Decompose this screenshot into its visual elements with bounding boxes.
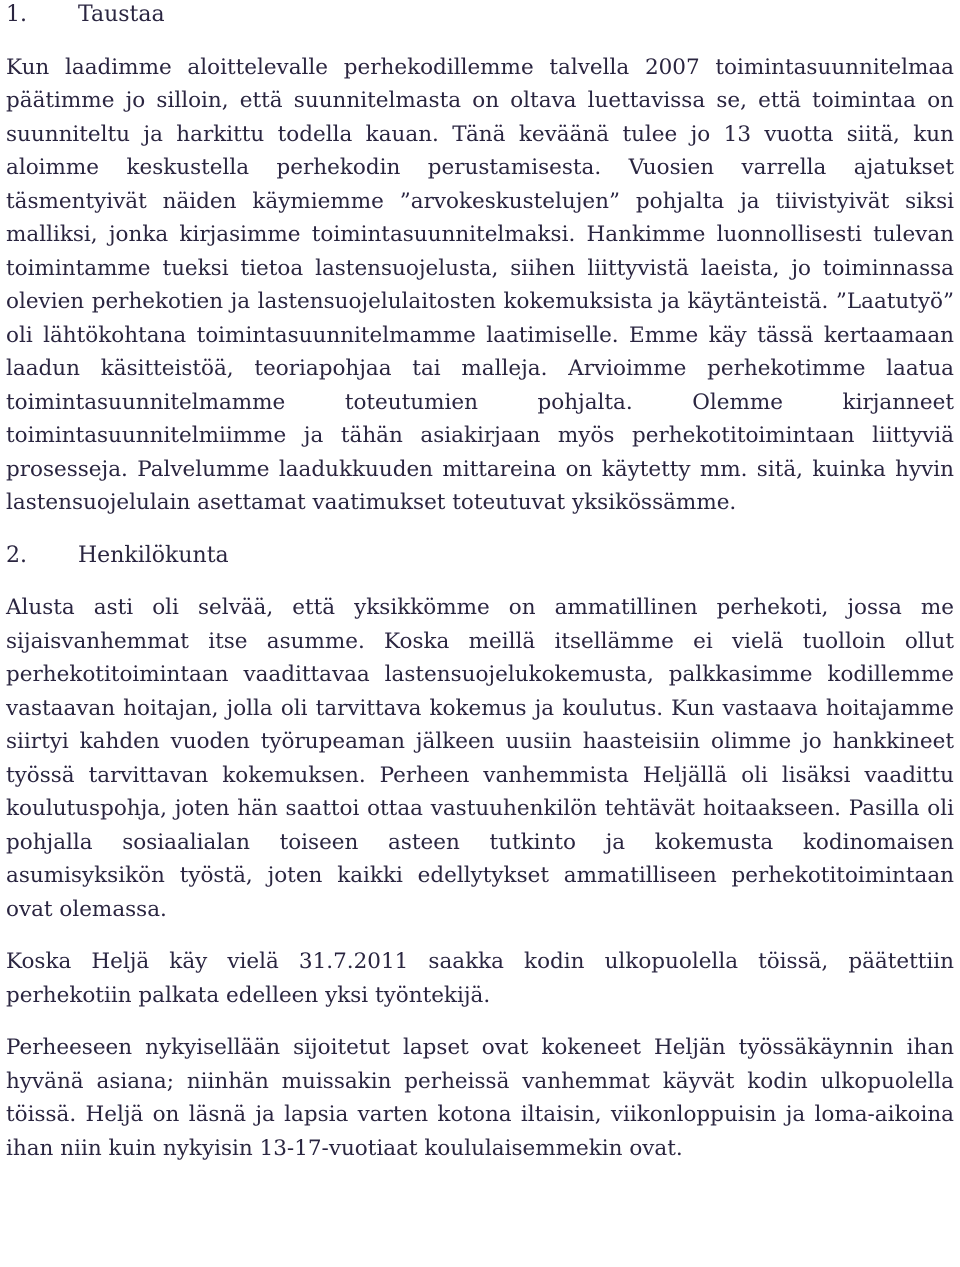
section-title: Taustaa	[78, 2, 165, 27]
section-heading-taustaa	[6, 0, 954, 32]
paragraph-henkilokunta-1: Alusta asti oli selvää, että yksikkömme on ammatillinen perhekoti, jossa me sijaisvanhemmat itse asumme. Koska meillä itsellämme ei vielä tuolloin ollut perhekotitoimintaan vaadittavaa lastensuojelukokemusta, palkkasimme kodillemme vastaavan hoitajan, jolla oli tarvittava kokemus ja koulutus. Kun vastaava hoitajamme siirtyi kahden vuoden työrupeaman jälkeen uusiin haasteisiin olimme jo hankkineet työssä tarvittavan kokemuksen. Perheen vanhemmista Heljällä oli lisäksi vaadittu koulutuspohja, joten hän saattoi ottaa vastuuhenkilön tehtävät hoitaakseen. Pasilla oli pohjalla sosiaalialan toiseen asteen tutkinto ja kokemusta kodinomaisen asumisyksikön työstä, joten kaikki edellytykset ammatilliseen perhekotitoimintaan ovat olemassa.	[6, 595, 954, 922]
paragraph-henkilokunta-3: Perheeseen nykyisellään sijoitetut lapset ovat kokeneet Heljän työssäkäynnin ihan hyvänä asiana; niinhän muissakin perheissä vanhemmat käyvät kodin ulkopuolella töissä. Heljä on läsnä ja lapsia varten kotona iltaisin, viikonloppuisin ja loma-aikoina ihan niin kuin nykyisin 13-17-vuotiaat koululaisemmekin ovat.	[6, 1035, 954, 1161]
paragraph-taustaa: Kun laadimme aloittelevalle perhekodillemme talvella 2007 toimintasuunnitelmaa päätimme jo silloin, että suunnitelmasta on oltava luettavissa se, että toimintaa on suunniteltu ja harkittu todella kauan. Tänä keväänä tulee jo 13 vuotta siitä, kun aloimme keskustella perhekodin perustamisesta. Vuosien varrella ajatukset täsmentyivät näiden käymiemme ”arvokeskustelujen” pohjalta ja tiivistyivät siksi malliksi, jonka kirjasimme toimintasuunnitelmaksi. Hankimme luonnollisesti tulevan toimintamme tueksi tietoa lastensuojelusta, siihen liittyvistä laeista, jo toiminnassa olevien perhekotien ja lastensuojelulaitosten kokemuksista ja käytänteistä. ”Laatutyö” oli lähtökohtana toimintasuunnitelmamme laatimiselle. Emme käy tässä kertaamaan laadun käsitteistöä, teoriapohjaa tai malleja. Arvioimme perhekotimme laatua toimintasuunnitelmamme toteutumien pohjalta. Olemme kirjanneet toimintasuunnitelmiimme ja tähän asiakirjaan myös perhekotitoimintaan liittyviä prosesseja. Palvelumme laadukkuuden mittareina on käytetty mm. sitä, kuinka hyvin lastensuojelulain asettamat vaatimukset toteutuvat yksikössämme.	[6, 54, 954, 515]
section-title: Henkilökunta	[78, 542, 229, 568]
section-heading-henkilokunta	[6, 539, 954, 573]
paragraph-henkilokunta-2: Koska Heljä käy vielä 31.7.2011 saakka kodin ulkopuolella töissä, päätettiin perhekotiin palkata edelleen yksi työntekijä.	[6, 949, 954, 1008]
section-number: 1.	[6, 2, 27, 27]
section-number: 2.	[6, 542, 27, 568]
